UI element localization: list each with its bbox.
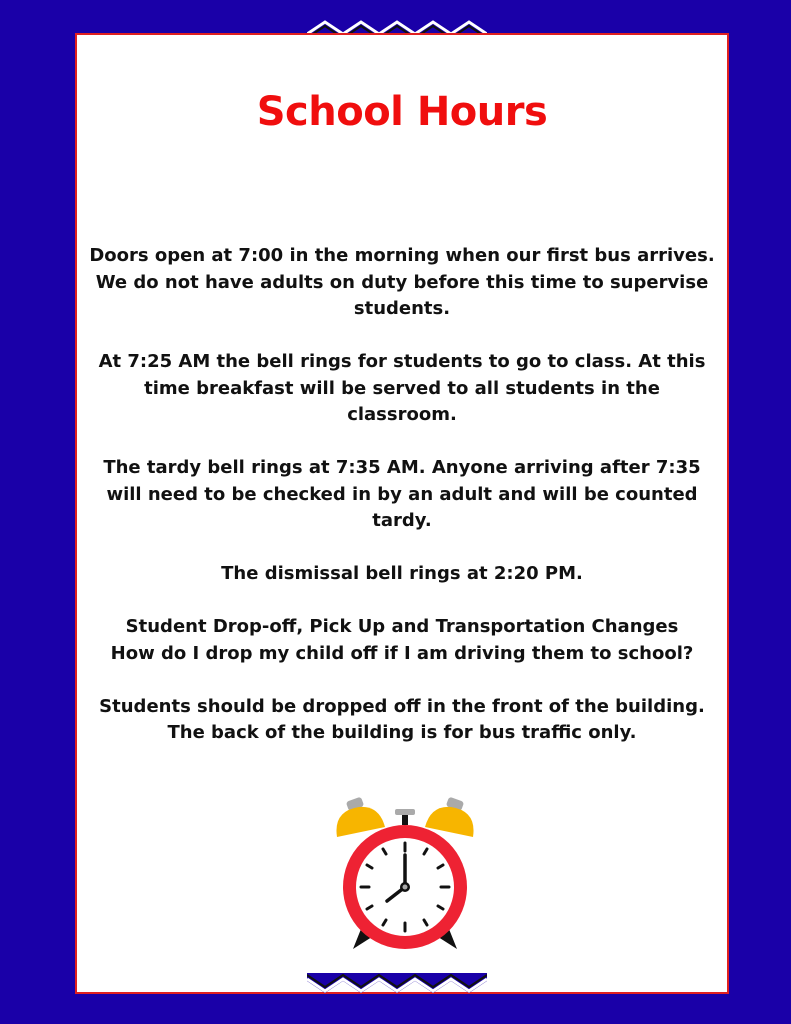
paragraph-bell-rings — [77, 349, 727, 429]
text-line: Students should be dropped off in the front of the building. — [99, 695, 705, 717]
text-line: Student Drop-off, Pick Up and Transportation Changes — [125, 616, 679, 637]
content-card — [75, 33, 729, 994]
text-line: The tardy bell rings at 7:35 AM. Anyone arriving after 7:35 — [103, 457, 701, 478]
text-line: We do not have adults on duty before this time to supervise — [95, 271, 709, 293]
text-line: At 7:25 AM the bell rings for students to go to class. At this — [98, 351, 706, 372]
text-line: How do I drop my child off if I am driving them to school? — [110, 642, 694, 664]
bottom-zigzag-icon — [307, 973, 487, 995]
paragraph-tardy-bell — [77, 455, 727, 535]
text-line: Doors open at 7:00 in the morning when our first bus arrives. — [89, 245, 715, 266]
text-line: students. — [353, 298, 451, 319]
paragraph-doors-open — [77, 243, 727, 323]
paragraph-drop-off-location — [77, 694, 727, 747]
text-line: will need to be checked in by an adult and will be counted — [106, 483, 698, 505]
text-line: time breakfast will be served to all students in the — [144, 377, 660, 399]
text-line: The back of the building is for bus traffic only. — [167, 722, 637, 743]
text-line: classroom. — [347, 404, 457, 425]
text-line: tardy. — [372, 510, 432, 531]
page-title: School Hours — [256, 89, 548, 135]
paragraph-drop-off-heading — [77, 614, 727, 667]
alarm-clock-icon — [335, 797, 475, 957]
paragraph-dismissal — [77, 561, 727, 588]
body-text — [77, 243, 727, 773]
text-line: The dismissal bell rings at 2:20 PM. — [221, 563, 583, 584]
